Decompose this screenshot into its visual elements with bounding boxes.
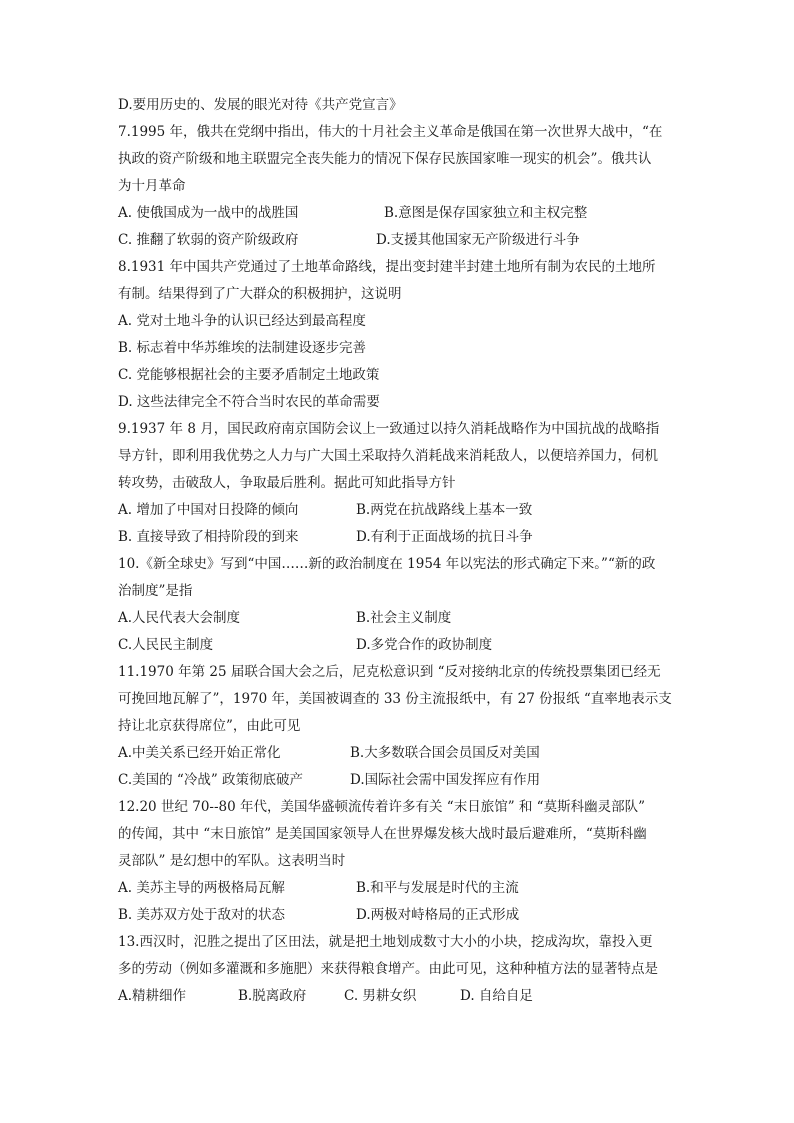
question-10 (118, 551, 678, 659)
q7-stem-line: 为十月革命 (118, 178, 186, 194)
q9-option-a: A. 增加了中国对日投降的倾向 (118, 502, 299, 518)
q8-option-b: B. 标志着中华苏维埃的法制建设逐步完善 (118, 340, 367, 356)
q10-option-d: D.多党合作的政协制度 (356, 637, 493, 653)
q12-stem-line: 的传闻，其中 “末日旅馆” 是美国国家领导人在世界爆发核大战时最后避难所，“莫斯科幽 (118, 826, 647, 842)
question-13 (118, 929, 678, 1010)
q7-stem-line: 7.1995 年，俄共在党纲中指出，伟大的十月社会主义革命是俄国在第一次世界大战中，“在 (118, 124, 663, 140)
q11-stem-line: 可挽回地瓦解了”，1970 年，美国被调查的 33 份主流报纸中，有 27 份报纸 “直率地表示支 (118, 691, 672, 707)
q13-stem-line: 13.西汉时，氾胜之提出了区田法，就是把土地划成数寸大小的小块，挖成沟坎，靠投入更 (118, 934, 653, 950)
q13-options-row (118, 983, 678, 1010)
question-11 (118, 659, 678, 794)
q11-option-d: D.国际社会需中国发挥应有作用 (350, 772, 541, 788)
q9-stem-line: 导方针，即利用我优势之人力与广大国土采取持久消耗战来消耗敌人，以便培养国力，伺机 (118, 448, 658, 464)
q8-stem-line: 有制。结果得到了广大群众的积极拥护，这说明 (118, 286, 402, 302)
q10-stem-line: 10.《新全球史》写到“中国……新的政治制度在 1954 年以宪法的形式确定下来。”“新的政 (118, 556, 656, 572)
question-12 (118, 794, 678, 929)
q7-option-a: A. 使俄国成为一战中的战胜国 (118, 205, 299, 221)
q11-options-row (118, 767, 678, 794)
q8-option-c: C. 党能够根据社会的主要矛盾制定土地政策 (118, 367, 380, 383)
q8-option-a: A. 党对土地斗争的认识已经达到最高程度 (118, 313, 366, 329)
q11-option-b: B.大多数联合国会员国反对美国 (350, 745, 540, 761)
q9-option-b: B.两党在抗战路线上基本一致 (356, 502, 533, 518)
q12-stem-line: 12.20 世纪 70--80 年代，美国华盛顿流传着许多有关 “末日旅馆” 和 “莫斯科幽灵部队” (118, 799, 645, 815)
q11-stem-line: 11.1970 年第 25 届联合国大会之后，尼克松意识到 “反对接纳北京的传统投票集团已经无 (118, 664, 661, 680)
q10-option-c: C.人民民主制度 (118, 637, 214, 653)
q11-options-row (118, 740, 678, 767)
q11-option-c: C.美国的 “冷战” 政策彻底破产 (118, 772, 304, 788)
q8-option-d: D. 这些法律完全不符合当时农民的革命需要 (118, 394, 380, 410)
q6-option-d: D.要用历史的、发展的眼光对待《共产党宣言》 (118, 97, 403, 113)
q11-option-a: A.中美关系已经开始正常化 (118, 745, 281, 761)
q13-option-a: A.精耕细作 (118, 988, 187, 1004)
q9-option-c: B. 直接导致了相持阶段的到来 (118, 529, 299, 545)
q12-option-c: B. 美苏双方处于敌对的状态 (118, 907, 286, 923)
q10-option-b: B.社会主义制度 (356, 610, 452, 626)
q9-options-row (118, 497, 678, 524)
exam-page (118, 92, 678, 1010)
q9-option-d: D.有利于正面战场的抗日斗争 (356, 529, 533, 545)
q7-option-c: C. 推翻了软弱的资产阶级政府 (118, 232, 299, 248)
q9-options-row (118, 524, 678, 551)
q10-options-row (118, 632, 678, 659)
q7-option-b: B.意图是保存国家独立和主权完整 (384, 205, 588, 221)
q12-options-row (118, 902, 678, 929)
q12-option-b: B.和平与发展是时代的主流 (356, 880, 519, 896)
q9-stem-line: 转攻势，击破敌人，争取最后胜利。据此可知此指导方针 (118, 475, 456, 491)
q8-stem-line: 8.1931 年中国共产党通过了土地革命路线，提出变封建半封建土地所有制为农民的土地所 (118, 259, 656, 275)
q12-option-d: D.两极对峙格局的正式形成 (356, 907, 520, 923)
question-8 (118, 254, 678, 416)
q11-stem-line: 持让北京获得席位”，由此可见 (118, 718, 301, 734)
question-9 (118, 416, 678, 551)
q10-options-row (118, 605, 678, 632)
q7-options-row (118, 200, 678, 227)
q9-stem-line: 9.1937 年 8 月，国民政府南京国防会议上一致通过以持久消耗战略作为中国抗战的战略指 (118, 421, 660, 437)
q10-stem-line: 治制度”是指 (118, 583, 193, 599)
q13-option-c: C. 男耕女织 (344, 988, 417, 1004)
q7-stem-line: 执政的资产阶级和地主联盟完全丧失能力的情况下保存民族国家唯一现实的机会”。俄共认 (118, 151, 652, 167)
q7-options-row (118, 227, 678, 254)
q12-option-a: A. 美苏主导的两极格局瓦解 (118, 880, 285, 896)
q10-option-a: A.人民代表大会制度 (118, 610, 241, 626)
q13-option-b: B.脱离政府 (238, 988, 307, 1004)
question-7 (118, 119, 678, 254)
q12-options-row (118, 875, 678, 902)
q7-option-d: D.支援其他国家无产阶级进行斗争 (376, 232, 580, 248)
q13-option-d: D. 自给自足 (460, 988, 533, 1004)
q13-stem-line: 多的劳动（例如多灌溉和多施肥）来获得粮食增产。由此可见，这种种植方法的显著特点是 (118, 961, 658, 977)
q12-stem-line: 灵部队” 是幻想中的军队。这表明当时 (118, 853, 346, 869)
